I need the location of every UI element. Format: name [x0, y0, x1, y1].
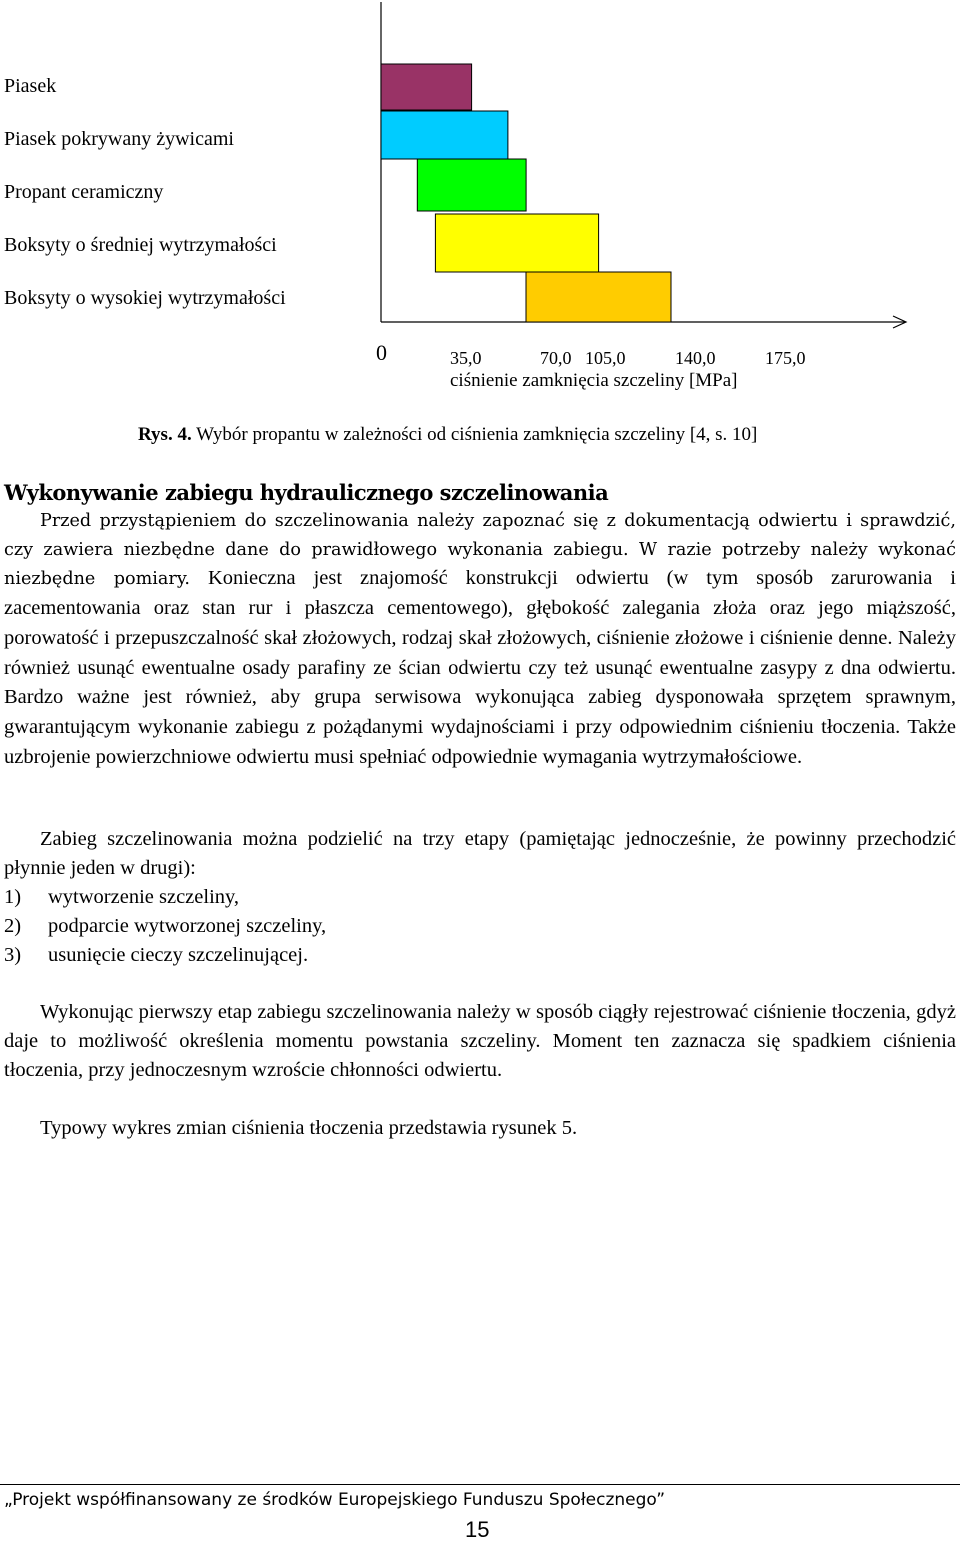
paragraph-4: Typowy wykres zmian ciśnienia tłoczenia przedstawia rysunek 5.: [40, 1117, 578, 1139]
figure-caption: [138, 424, 757, 446]
chart-plot: [0, 0, 960, 400]
category-label: Propant ceramiczny: [4, 181, 164, 203]
paragraph-3: Wykonując pierwszy etap zabiegu szczelinowania należy w sposób ciągły rejestrować ciśnienie tłoczenia, gdyż daje to możliwość określenia momentu powstania szczeliny. Moment ten zaznacza się spadkiem ciśnienia tłoczenia, przy jednoczesnym wzroście chłonności odwiertu.: [4, 1001, 956, 1081]
category-label: Piasek: [4, 75, 57, 97]
list-item: [4, 883, 326, 912]
paragraph-1-part-2: Konieczna jest znajomość konstrukcji odwiertu (w tym sposób zarurowania i zacementowania oraz stan rur i płaszcza cementowego), głębokość zalegania złoża oraz jego miąższość, porowatość i przepuszczalność skał złożowych, rodzaj skał złożowych, ciśnienie złożowe i ciśnienie denne. Należy również usunąć ewentualne osady parafiny ze ścian odwiertu czy też usunąć ewentualne zasypy z dna odwiertu. Bardzo ważne jest również, aby grupa serwisowa wykonująca zabieg dysponowała sprzętem sprawnym, gwarantującym wykonanie zabiegu z pożądanymi wydajnościami i przy odpowiednim ciśnieniu tłoczenia. Także uzbrojenie powierzchniowe odwiertu musi spełniać odpowiednie wymagania wytrzymałościowe.: [4, 567, 956, 768]
list-item-text: wytworzenie szczeliny,: [48, 886, 240, 908]
propant-chart: [0, 0, 960, 400]
range-bar: [435, 214, 598, 272]
list-item-text: podparcie wytworzonej szczeliny,: [48, 914, 327, 937]
caption-text: Wybór propantu w zależności od ciśnienia zamknięcia szczeliny [4, s. 10]: [191, 424, 758, 445]
range-bar: [526, 272, 671, 322]
range-bar: [381, 64, 472, 110]
list-item: [4, 912, 326, 941]
range-bar: [381, 111, 508, 159]
x-tick-label: 105,0: [585, 348, 626, 368]
caption-label: Rys. 4.: [138, 424, 192, 445]
x-tick-label: 35,0: [450, 348, 482, 368]
range-bar: [417, 159, 526, 211]
paragraph-1: [4, 507, 956, 772]
page-number: 15: [465, 1517, 490, 1542]
list-item: [4, 941, 326, 970]
footer-divider: [0, 1484, 960, 1485]
section-heading: Wykonywanie zabiegu hydraulicznego szczelinowania: [4, 480, 609, 505]
paragraph-2: Zabieg szczelinowania można podzielić na trzy etapy (pamiętając jednocześnie, że powinny przechodzić płynnie jeden w drugi):: [4, 828, 956, 879]
x-axis-label: ciśnienie zamknięcia szczeliny [MPa]: [450, 370, 738, 391]
list-item-number: 3): [4, 943, 22, 966]
category-label: Boksyty o wysokiej wytrzymałości: [4, 287, 286, 309]
x-tick-label: 70,0: [540, 348, 572, 368]
list-item-text: usunięcie cieczy szczelinującej.: [48, 943, 309, 966]
category-label: Piasek pokrywany żywicami: [4, 128, 234, 150]
list-item-number: 1): [4, 886, 22, 908]
list-item-number: 2): [4, 914, 22, 937]
category-label: Boksyty o średniej wytrzymałości: [4, 234, 277, 256]
x-tick-label: 175,0: [765, 348, 806, 368]
x-tick-label: 0: [376, 340, 387, 365]
paragraph-1-part-1: Przed przystąpieniem do szczelinowania należy zapoznać się z dokumentacją odwiertu i sprawdzić, czy zawiera niezbędne dane do prawidłowego wykonania zabiegu. W razie potrzeby należy wykonać niezbędne pomiary.: [4, 511, 956, 590]
footer-note: „Projekt współfinansowany ze środków Europejskiego Funduszu Społecznego”: [4, 1490, 666, 1510]
stages-list: [4, 883, 326, 969]
x-tick-label: 140,0: [675, 348, 716, 368]
